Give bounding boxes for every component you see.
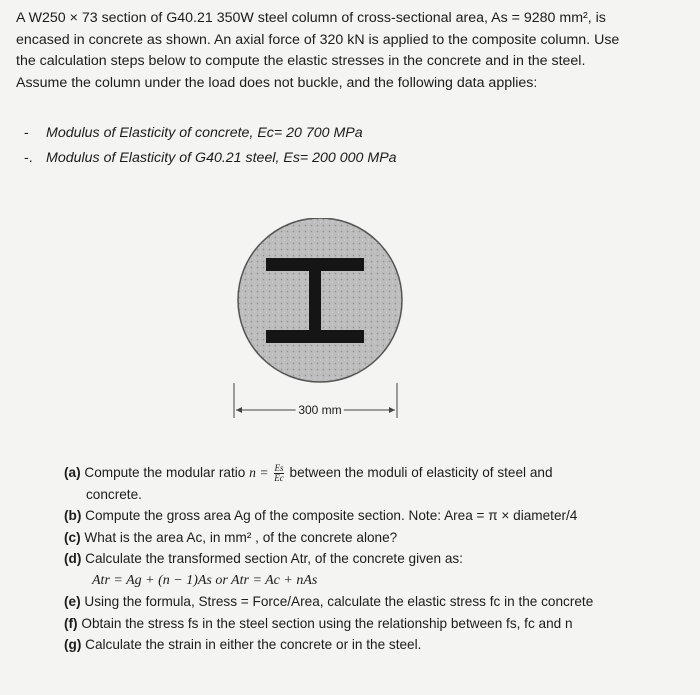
step-g bbox=[64, 634, 684, 656]
step-label: (g) bbox=[64, 637, 82, 652]
step-label: (d) bbox=[64, 551, 82, 566]
step-f bbox=[64, 613, 684, 635]
math-expression: n = bbox=[249, 465, 269, 480]
step-text: Calculate the strain in either the concrete or in the steel. bbox=[85, 637, 422, 652]
intro-line-4: Assume the column under the load does not buckle, and the following data applies: bbox=[16, 74, 538, 91]
step-text-wrap: concrete. bbox=[86, 486, 142, 502]
step-label: (e) bbox=[64, 594, 81, 609]
step-text: What is the area Ac, in mm² , of the concrete alone? bbox=[84, 529, 398, 545]
step-text: Calculate the transformed section Atr, of the concrete given as: bbox=[85, 551, 463, 566]
bullet-dash: -. bbox=[24, 150, 33, 166]
intro-line-1: A W250 × 73 section of G40.21 350W steel column of cross-sectional area, As = 9280 mm², is bbox=[16, 10, 606, 26]
property-text: Modulus of Elasticity of concrete, Ec= 20 700 MPa bbox=[46, 125, 363, 141]
step-text: Compute the gross area Ag of the composite section. Note: Area = π × diameter/4 bbox=[85, 508, 578, 523]
step-a bbox=[64, 462, 684, 505]
step-text: Obtain the stress fs in the steel section using the relationship between fs, fc and n bbox=[81, 615, 573, 631]
step-label: (f) bbox=[64, 615, 78, 631]
fraction-numerator: Es bbox=[274, 462, 284, 473]
intro-line-2: encased in concrete as shown. An axial force of 320 kN is applied to the composite column. Use bbox=[16, 31, 620, 48]
property-text: Modulus of Elasticity of G40.21 steel, Es= 200 000 MPa bbox=[46, 150, 397, 166]
transformed-section-formula: Atr = Ag + (n − 1)As or Atr = Ac + nAs bbox=[92, 572, 318, 588]
step-e bbox=[64, 591, 684, 613]
dimension-label: 300 mm bbox=[298, 403, 342, 417]
column-cross-section-figure bbox=[220, 218, 420, 438]
calculation-steps bbox=[64, 462, 684, 656]
step-text-cont: between the moduli of elasticity of steel and bbox=[285, 465, 553, 480]
step-c bbox=[64, 527, 684, 549]
step-text: Using the formula, Stress = Force/Area, calculate the elastic stress fc in the concrete bbox=[84, 594, 594, 609]
problem-statement bbox=[16, 8, 688, 94]
step-b bbox=[64, 505, 684, 527]
bullet-dash: - bbox=[24, 125, 29, 141]
step-label: (b) bbox=[64, 508, 82, 523]
fraction-denominator: Ec bbox=[274, 472, 284, 483]
property-item-steel bbox=[24, 146, 624, 171]
fraction bbox=[274, 464, 284, 483]
step-label: (a) bbox=[64, 465, 81, 480]
step-label: (c) bbox=[64, 529, 81, 545]
step-text: Compute the modular ratio bbox=[84, 465, 250, 480]
material-properties bbox=[24, 121, 624, 171]
property-item-concrete bbox=[24, 121, 624, 146]
intro-line-3: the calculation steps below to compute the elastic stresses in the concrete and in the steel. bbox=[16, 53, 586, 69]
step-d bbox=[64, 548, 684, 591]
